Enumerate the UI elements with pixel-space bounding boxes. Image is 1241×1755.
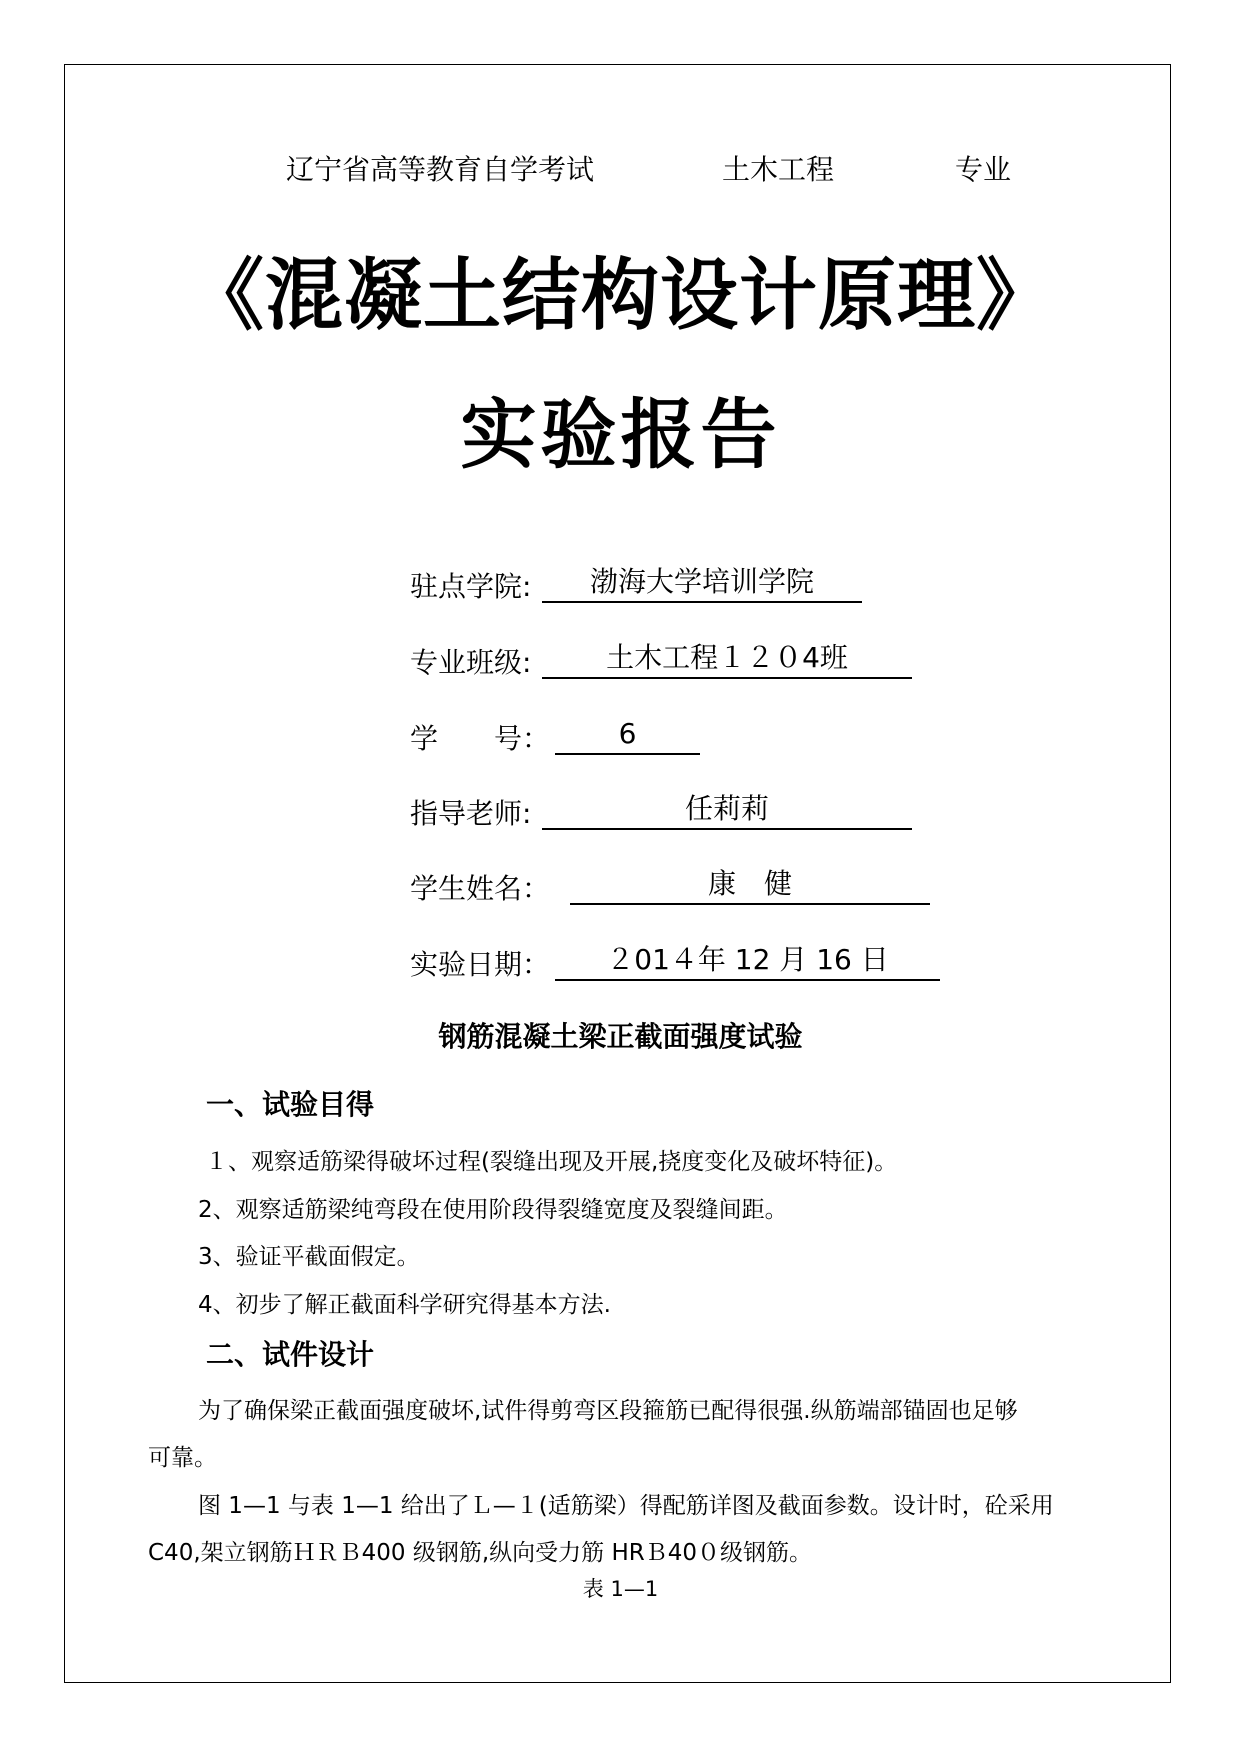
objective-item-1: １、观察适筋梁得破坏过程(裂缝出现及开展,挠度变化及破坏特征)。 <box>205 1149 898 1175</box>
field-class-value: 土木工程１２０4班 <box>542 641 912 679</box>
field-college-label: 驻点学院: <box>410 570 532 603</box>
major-name: 土木工程 <box>722 153 835 186</box>
experiment-title: 钢筋混凝土梁正截面强度试验 <box>438 1020 803 1053</box>
table-caption: 表 1—1 <box>582 1577 659 1601</box>
heading-specimen-design: 二、试件设计 <box>206 1338 375 1371</box>
objective-item-4: 4、初步了解正截面科学研究得基本方法. <box>198 1292 611 1318</box>
field-student-id-value: 6 <box>555 717 700 755</box>
field-student-id-label: 学 号： <box>410 722 551 755</box>
field-college-value: 渤海大学培训学院 <box>542 565 862 603</box>
field-student-name-value: 康 健 <box>570 867 930 905</box>
major-suffix: 专业 <box>955 153 1012 186</box>
exam-name: 辽宁省高等教育自学考试 <box>286 153 595 186</box>
field-advisor-value: 任莉莉 <box>542 792 912 830</box>
heading-objectives: 一、试验目得 <box>206 1088 375 1121</box>
field-date-label: 实验日期： <box>410 948 551 981</box>
design-para2-line1: 图 1—1 与表 1—1 给出了Ｌ—１(适筋梁）得配筋详图及截面参数。设计时，砼采用 <box>198 1493 1054 1519</box>
field-date-value: ２01４年 12 月 16 日 <box>555 943 940 981</box>
field-student-name-label: 学生姓名： <box>410 872 551 905</box>
objective-item-2: 2、观察适筋梁纯弯段在使用阶段得裂缝宽度及裂缝间距。 <box>198 1197 788 1223</box>
design-para2-line2: C40,架立钢筋ＨＲＢ400 级钢筋,纵向受力筋 HRＢ40０级钢筋。 <box>148 1540 813 1566</box>
field-class-label: 专业班级: <box>410 646 532 679</box>
design-para1-line1: 为了确保梁正截面强度破坏,试件得剪弯区段箍筋已配得很强.纵筋端部锚固也足够 <box>198 1398 1018 1424</box>
objective-item-3: 3、验证平截面假定。 <box>198 1244 420 1270</box>
design-para1-line2: 可靠。 <box>148 1445 217 1471</box>
field-advisor-label: 指导老师: <box>410 797 532 830</box>
report-title: 实验报告 <box>460 390 781 479</box>
course-title: 《混凝土结构设计原理》 <box>185 251 1055 341</box>
